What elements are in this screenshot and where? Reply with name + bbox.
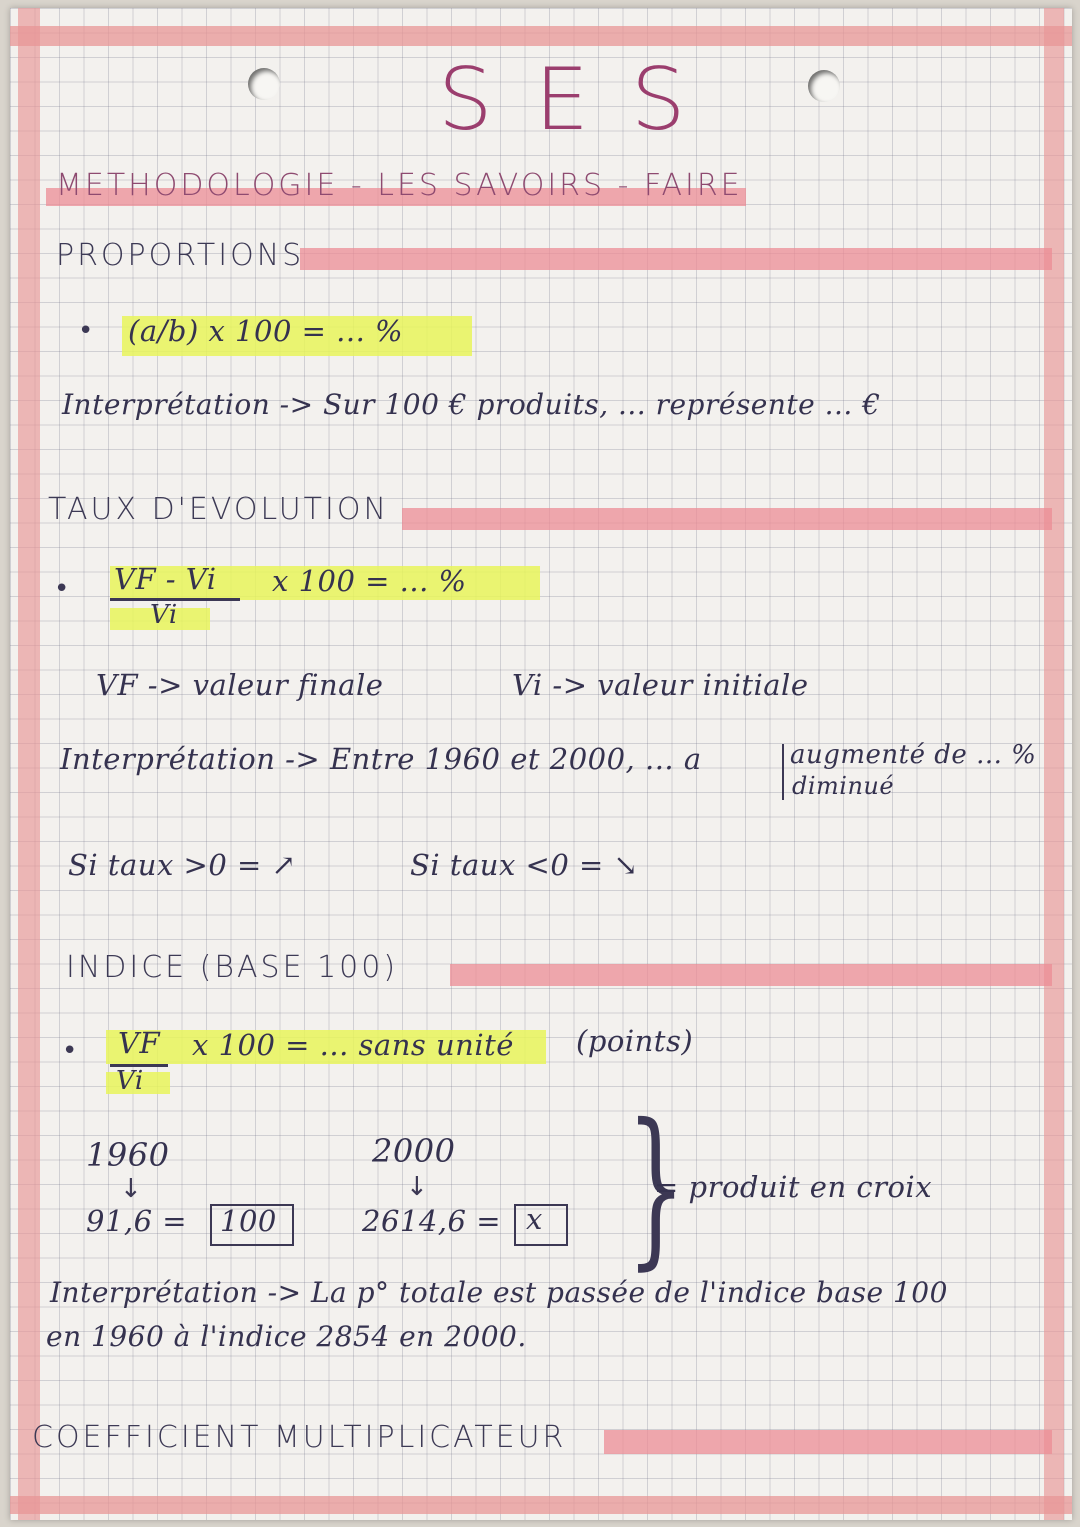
arrow-down-icon: ↓	[406, 1172, 429, 1202]
left-margin-line	[18, 8, 40, 1520]
taux-formula-rest: x 100 = ... %	[272, 564, 467, 598]
indice-heading-bar	[450, 964, 1052, 986]
page-title: SES	[438, 50, 728, 150]
coefficient-heading-bar	[604, 1430, 1052, 1454]
indice-formula-note: (points)	[576, 1024, 694, 1058]
grouping-brace: }	[626, 1088, 686, 1286]
punch-hole-left	[248, 68, 280, 100]
taux-formula-numerator: VF - Vi	[114, 562, 217, 596]
proportions-heading: PROPORTIONS	[56, 238, 305, 273]
vf-definition: VF -> valeur finale	[96, 668, 384, 702]
indice-interpretation-line1: Interprétation -> La p° totale est passée de l'indice base 100	[50, 1276, 948, 1309]
indice-heading: INDICE (BASE 100)	[66, 950, 399, 985]
value-2000: 2614,6 =	[362, 1204, 501, 1238]
rule-positive-rate: Si taux >0 = ↗	[68, 848, 297, 882]
unknown-value-2000: x	[526, 1202, 543, 1236]
page-subtitle: METHODOLOGIE - LES SAVOIRS - FAIRE	[56, 168, 743, 203]
taux-heading-bar	[402, 508, 1052, 530]
interp-option-decrease: diminué	[792, 772, 895, 800]
coefficient-heading: COEFFICIENT MULTIPLICATEUR	[32, 1420, 567, 1455]
bullet: •	[62, 1036, 79, 1066]
bullet: •	[54, 574, 71, 604]
right-margin-line	[1044, 8, 1064, 1520]
taux-formula-denominator: Vi	[150, 600, 178, 630]
taux-heading: TAUX D'EVOLUTION	[48, 492, 389, 527]
indice-interpretation-line2: en 1960 à l'indice 2854 en 2000.	[46, 1320, 527, 1353]
value-1960: 91,6 =	[86, 1204, 188, 1238]
vi-definition: Vi -> valeur initiale	[512, 668, 809, 702]
indice-formula-numerator: VF	[118, 1026, 161, 1060]
rule-negative-rate: Si taux <0 = ↘	[410, 848, 639, 882]
interp-option-increase: augmenté de ... %	[790, 740, 1037, 770]
base-value-1960: 100	[220, 1204, 277, 1238]
proportions-heading-bar	[300, 248, 1052, 270]
taux-interpretation: Interprétation -> Entre 1960 et 2000, ... a	[60, 742, 702, 776]
bullet: •	[78, 316, 95, 346]
indice-formula-denominator: Vi	[116, 1066, 144, 1096]
proportions-formula: (a/b) x 100 = ... %	[128, 314, 404, 348]
choice-bar	[782, 744, 784, 800]
punch-hole-right	[808, 70, 840, 102]
year-1960: 1960	[86, 1136, 170, 1174]
bottom-margin-line	[10, 1496, 1072, 1514]
cross-product-note: = produit en croix	[654, 1170, 933, 1204]
arrow-down-icon: ↓	[120, 1174, 143, 1204]
proportions-interpretation: Interprétation -> Sur 100 € produits, ... représente ... €	[62, 388, 881, 421]
notebook-page	[10, 8, 1072, 1520]
top-margin-line	[10, 26, 1072, 46]
year-2000: 2000	[372, 1132, 456, 1170]
indice-formula-rest: x 100 = ... sans unité	[192, 1028, 514, 1062]
